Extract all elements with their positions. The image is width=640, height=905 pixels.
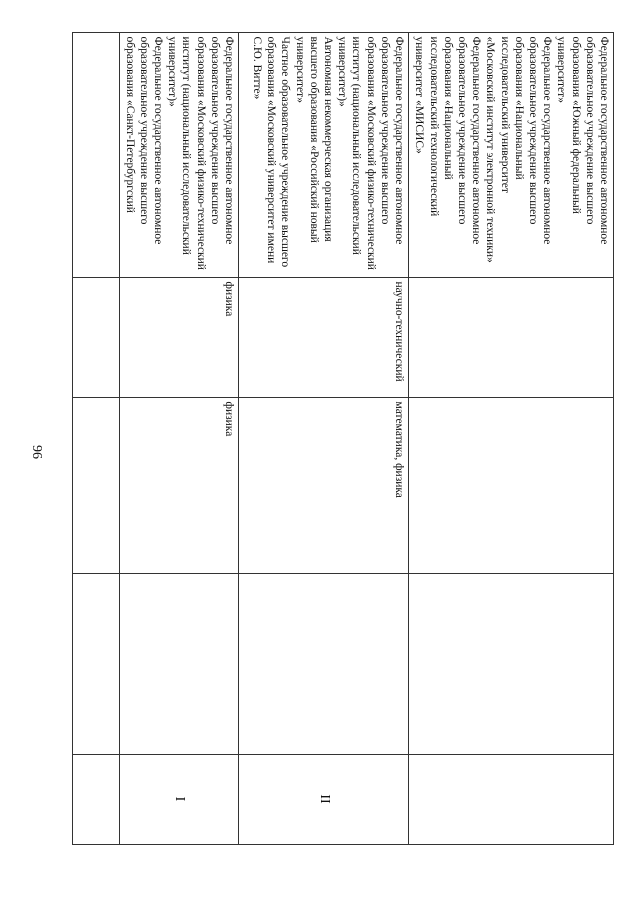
blank-cell xyxy=(120,573,239,754)
organizations-cell: Федеральное государственное автономное образовательное учреждение высшего образования «Московский физико-технический институт (национальный исследовательский университет)» Федеральное государственное автономное образовательное учреждение высшего образования «Санкт-Петербургский xyxy=(120,32,239,277)
table-row-empty xyxy=(73,32,120,844)
blank-cell xyxy=(239,573,409,754)
table-row xyxy=(239,32,409,844)
olympiad-table-wrapper xyxy=(100,32,614,844)
blank-cell xyxy=(409,573,614,754)
direction-cell: физика xyxy=(120,277,239,397)
level-cell: II xyxy=(239,754,409,844)
direction-cell xyxy=(409,277,614,397)
subjects-cell xyxy=(409,397,614,573)
page-number: 96 xyxy=(29,445,44,459)
subjects-cell: математика, физика xyxy=(239,397,409,573)
subjects-cell: физика xyxy=(120,397,239,573)
table-row xyxy=(409,32,614,844)
organizations-cell: Федеральное государственное автономное образовательное учреждение высшего образования «Московский физико-технический институт (национальный исследовательский университет)» Автономная некоммерческая организация высшего образования «Российский новый университет» Частное образовательное учреждение высшего образования «Московский университет имени С.Ю. Витте» xyxy=(239,32,409,277)
level-cell: I xyxy=(120,754,239,844)
level-cell xyxy=(409,754,614,844)
direction-cell: научно-технический xyxy=(239,277,409,397)
table-row xyxy=(120,32,239,844)
organizations-cell: Федеральное государственное автономное образовательное учреждение высшего образования «Южный федеральный университет» Федеральное государственное автономное образовательное учреждение высшего образования «Национальный исследовательский университет «Московский институт электронной техники» Федеральное государственное автономное образовательное учреждение высшего образования «Национальный исследовательский технологический университет «МИСИС» xyxy=(409,32,614,277)
olympiad-table xyxy=(72,32,614,845)
